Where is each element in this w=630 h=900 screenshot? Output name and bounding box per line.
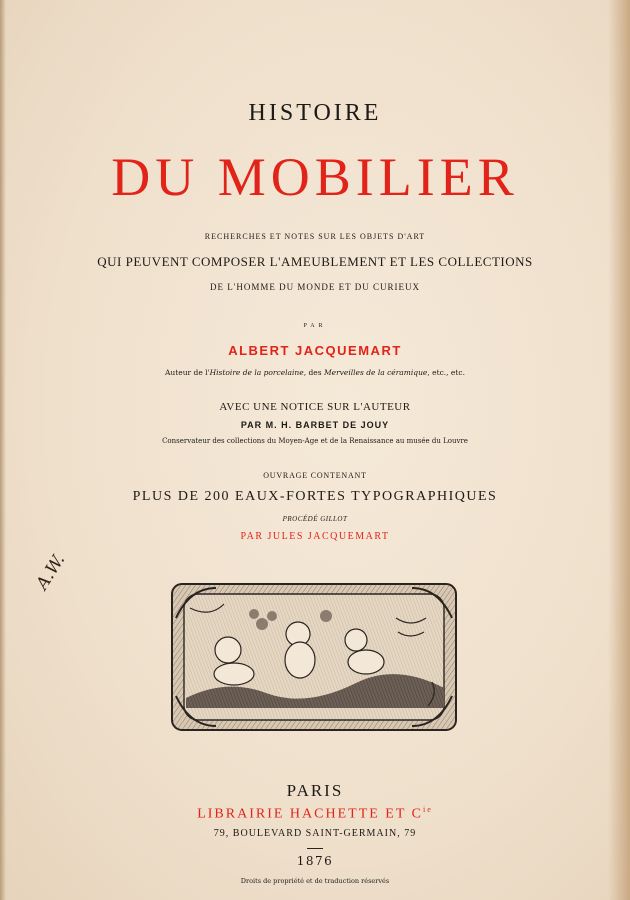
publisher-address: 79, BOULEVARD SAINT-GERMAIN, 79	[213, 828, 417, 839]
author-name: ALBERT JACQUEMART	[228, 343, 402, 358]
notice-author-role: Conservateur des collections du Moyen-Age et de la Renaissance au musée du Louvre	[162, 437, 468, 445]
rights-notice: Droits de propriété et de traduction réservés	[240, 877, 390, 885]
divider-rule	[307, 848, 323, 849]
credits-mid: , des	[303, 368, 324, 377]
publisher-city: PARIS	[286, 781, 344, 800]
subtitle-line-3: DE L'HOMME DU MONDE ET DU CURIEUX	[210, 282, 420, 292]
author-credits	[0, 368, 630, 377]
notice-author: PAR M. H. BARBET DE JOUY	[240, 420, 390, 430]
publisher-name	[0, 805, 630, 823]
publisher-name-sup: ie	[423, 805, 433, 814]
casket-engraving	[166, 578, 462, 736]
contents-line-1: OUVRAGE CONTENANT	[263, 471, 367, 480]
publisher-name-text: LIBRAIRIE HACHETTE ET C	[197, 806, 423, 822]
handwritten-initials: A.W.	[32, 550, 70, 594]
publication-year: 1876	[296, 854, 334, 868]
page-shadow-left	[0, 0, 6, 900]
credits-prefix: Auteur de l'	[165, 368, 210, 377]
title-line-2: DU MOBILIER	[111, 147, 519, 207]
credit-porcelaine: Histoire de la porcelaine	[209, 368, 304, 377]
contents-engraver: PAR JULES JACQUEMART	[240, 531, 390, 542]
credit-ceramique: Merveilles de la céramique	[323, 368, 428, 377]
subtitle-line-1: RECHERCHES ET NOTES SUR LES OBJETS D'ART	[204, 232, 426, 241]
subtitle-line-2: QUI PEUVENT COMPOSER L'AMEUBLEMENT ET LES COLLECTIONS	[97, 254, 533, 269]
contents-process: PROCÉDÉ GILLOT	[282, 515, 348, 523]
notice-line: AVEC UNE NOTICE SUR L'AUTEUR	[219, 401, 411, 413]
credits-suffix: , etc., etc.	[427, 368, 465, 377]
page-shadow-right	[608, 0, 630, 900]
contents-line-2: PLUS DE 200 EAUX-FORTES TYPOGRAPHIQUES	[132, 489, 498, 504]
author-by: PAR	[303, 323, 327, 329]
title-line-1: HISTOIRE	[248, 100, 382, 126]
